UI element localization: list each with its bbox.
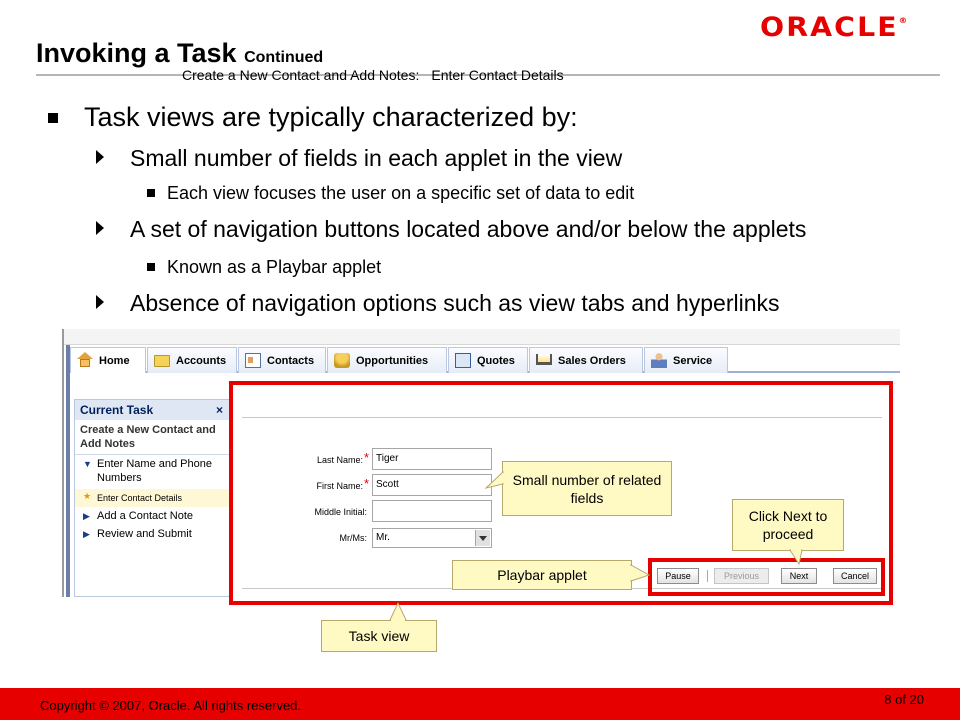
- tab-sales-orders[interactable]: Sales Orders: [529, 347, 643, 373]
- page-number: 8 of 20: [884, 692, 924, 707]
- current-task-panel: [74, 399, 230, 597]
- footer-bar: [0, 688, 960, 720]
- copyright-text: Copyright © 2007, Oracle. All rights reserved.: [40, 698, 302, 713]
- title-suffix: Continued: [244, 49, 324, 66]
- window-topbar: [64, 329, 900, 345]
- triangle-bullet-icon: [96, 221, 104, 235]
- step-arrow-icon: ▶: [83, 511, 90, 521]
- tab-contacts[interactable]: Contacts: [238, 347, 326, 373]
- taskview-callout-tail: [388, 603, 408, 621]
- form-subtitle: Enter Contact Details: [431, 67, 564, 83]
- salutation-select[interactable]: Mr.: [372, 528, 492, 548]
- square-bullet-icon: [147, 263, 155, 271]
- tab-accounts[interactable]: Accounts: [147, 347, 237, 373]
- home-icon: [77, 352, 93, 359]
- close-icon[interactable]: ×: [215, 403, 223, 417]
- fields-callout: Small number of related fields: [502, 461, 672, 516]
- chart-icon: [455, 353, 471, 368]
- tab-home[interactable]: Home: [70, 347, 146, 373]
- triangle-bullet-icon: [96, 150, 104, 164]
- previous-button[interactable]: Previous: [714, 568, 769, 584]
- first-name-field[interactable]: Scott: [372, 474, 492, 496]
- triangle-bullet-icon: [96, 295, 104, 309]
- taskview-callout: Task view: [321, 620, 437, 652]
- playbar-highlight: [648, 558, 885, 596]
- required-marker: *: [364, 476, 370, 491]
- step-review-submit[interactable]: ▶ Review and Submit: [83, 528, 192, 540]
- playbar-callout: Playbar applet: [452, 560, 632, 590]
- salutation-label: Mr/Ms:: [339, 533, 367, 543]
- square-bullet-icon: [48, 113, 58, 123]
- last-name-label: Last Name:: [316, 455, 363, 465]
- fields-callout-tail: [486, 470, 506, 492]
- contact-card-icon: [245, 353, 261, 368]
- tab-opportunities[interactable]: Opportunities: [327, 347, 447, 373]
- folder-icon: [154, 355, 170, 367]
- playbar-callout-tail: [631, 563, 651, 585]
- cancel-button[interactable]: Cancel: [833, 568, 877, 584]
- oracle-logo: ORACLE®: [760, 12, 908, 43]
- window-leftbar: [66, 345, 70, 597]
- coins-icon: [334, 353, 350, 368]
- step-enter-name[interactable]: ▼ Enter Name and Phone Numbers: [83, 458, 212, 484]
- current-task-header: Current Task ×: [75, 400, 229, 420]
- screen-tabs: [70, 347, 900, 373]
- required-marker: *: [364, 450, 370, 465]
- next-callout-tail: [790, 550, 804, 566]
- first-name-label: First Name:: [316, 481, 363, 491]
- next-button[interactable]: Next: [781, 568, 817, 584]
- tab-quotes[interactable]: Quotes: [448, 347, 528, 373]
- middle-initial-label: Middle Initial:: [314, 507, 367, 517]
- cart-icon: [536, 354, 552, 365]
- square-bullet-icon: [147, 189, 155, 197]
- task-description: Create a New Contact and Add Notes: [75, 420, 229, 455]
- slide-title: Invoking a Task Continued: [36, 38, 324, 68]
- next-callout: Click Next to proceed: [732, 499, 844, 551]
- expanded-arrow-icon: ▼: [83, 459, 92, 469]
- form-title: Create a New Contact and Add Notes: Enter Contact Details: [182, 67, 564, 83]
- tab-service[interactable]: Service: [644, 347, 728, 373]
- step-arrow-icon: ▶: [83, 529, 90, 539]
- person-icon: [651, 353, 667, 368]
- last-name-field[interactable]: Tiger: [372, 448, 492, 470]
- step-add-note[interactable]: ▶ Add a Contact Note: [83, 510, 194, 522]
- current-step-icon: ★: [83, 491, 92, 501]
- step-enter-contact-details[interactable]: ★ Enter Contact Details: [75, 489, 229, 507]
- pause-button[interactable]: Pause: [657, 568, 699, 584]
